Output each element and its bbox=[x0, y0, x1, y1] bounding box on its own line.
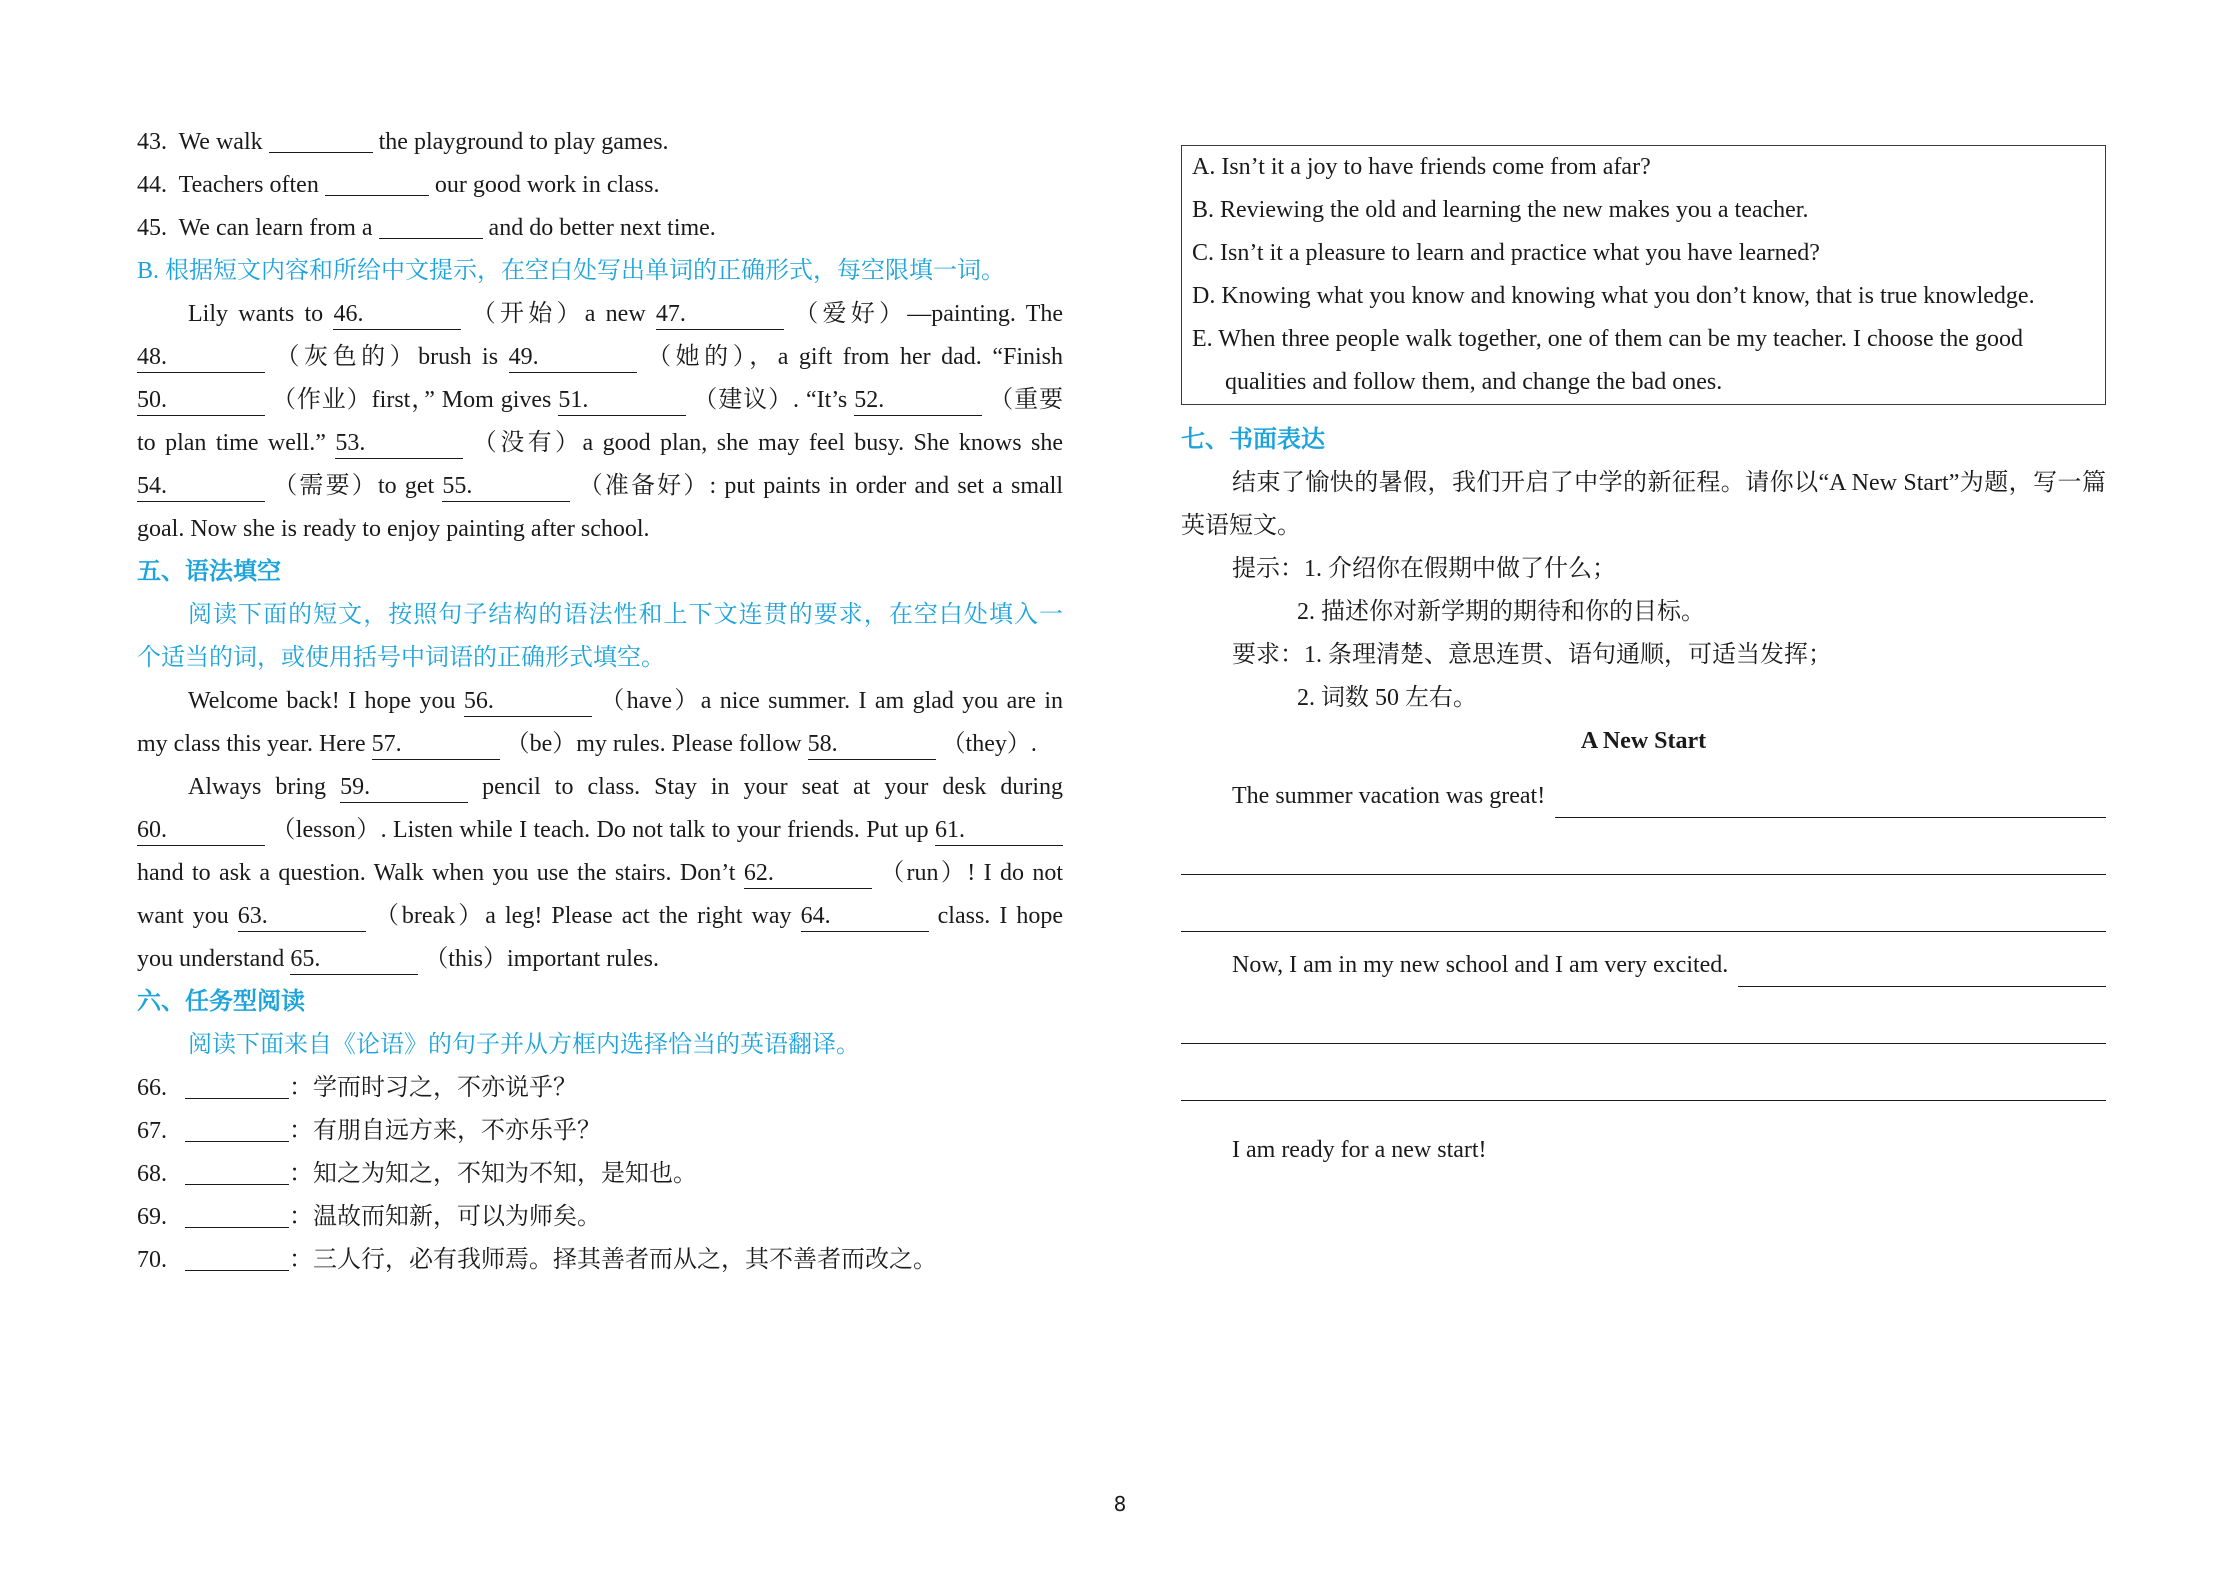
passage-b-line-3: 50. （作业）first，” Mom gives 51. （建议）. “It’s 52. （重要 bbox=[137, 379, 1063, 422]
passage-b-line-6: goal. Now she is ready to enjoy painting after school. bbox=[137, 516, 650, 542]
question-44: 44. Teachers often our good work in class. bbox=[137, 164, 1063, 207]
answer-blank-68[interactable] bbox=[185, 1158, 289, 1185]
answer-blank-56[interactable]: 56. bbox=[464, 686, 592, 717]
task-68: 68. ：知之为知之，不知为不知，是知也。 bbox=[137, 1153, 1063, 1196]
writing-line-6[interactable] bbox=[1181, 1044, 2106, 1101]
answer-blank-60[interactable]: 60. bbox=[137, 815, 265, 846]
passage-5-line-1: Welcome back! I hope you 56. （have）a nice summer. I am glad you are in bbox=[137, 680, 1063, 723]
answer-blank-52[interactable]: 52. bbox=[854, 385, 982, 416]
answer-blank-54[interactable]: 54. bbox=[137, 471, 265, 502]
answer-blank-69[interactable] bbox=[185, 1201, 289, 1228]
passage-b-line-5: 54. （需要）to get 55. （准备好）: put paints in order and set a small bbox=[137, 465, 1063, 508]
option-a: A. Isn’t it a joy to have friends come from afar? bbox=[1192, 154, 1651, 180]
section-6-instruction: 阅读下面来自《论语》的句子并从方框内选择恰当的英语翻译。 bbox=[188, 1032, 860, 1058]
options-box bbox=[1181, 145, 2106, 405]
passage-5-line-6: want you 63. （break）a leg! Please act the right way 64. class. I hope bbox=[137, 895, 1063, 938]
answer-blank-70[interactable] bbox=[185, 1244, 289, 1271]
essay-title: A New Start bbox=[1580, 728, 1707, 754]
answer-blank-57[interactable]: 57. bbox=[372, 729, 500, 760]
answer-blank-66[interactable] bbox=[185, 1072, 289, 1099]
essay-sentence-1: The summer vacation was great! bbox=[1181, 775, 2106, 818]
passage-b-line-1: Lily wants to 46. （开始）a new 47. （爱好）—painting. The bbox=[137, 293, 1063, 336]
essay-sentence-2: Now, I am in my new school and I am very excited. bbox=[1181, 944, 2106, 987]
section-5-instruction-2: 个适当的词，或使用括号中词语的正确形式填空。 bbox=[137, 645, 665, 671]
section-5-title: 五、语法填空 bbox=[137, 559, 281, 585]
option-c: C. Isn’t it a pleasure to learn and practice what you have learned? bbox=[1192, 240, 1820, 266]
writing-line-3[interactable] bbox=[1181, 875, 2106, 932]
answer-blank-49[interactable]: 49. bbox=[509, 342, 637, 373]
answer-blank-64[interactable]: 64. bbox=[801, 901, 929, 932]
answer-blank-58[interactable]: 58. bbox=[808, 729, 936, 760]
passage-b-line-2: 48. （灰色的）brush is 49. （她的），a gift from her dad. “Finish bbox=[137, 336, 1063, 379]
passage-5-line-2: my class this year. Here 57. （be）my rules. Please follow 58. （they）. bbox=[137, 723, 1063, 766]
passage-5-line-5: hand to ask a question. Walk when you use the stairs. Don’t 62. （run）! I do not bbox=[137, 852, 1063, 895]
answer-blank-67[interactable] bbox=[185, 1115, 289, 1142]
option-e-continued: qualities and follow them, and change the bad ones. bbox=[1225, 369, 1723, 395]
answer-blank-45[interactable] bbox=[379, 212, 483, 239]
answer-blank-61[interactable]: 61. bbox=[935, 815, 1063, 846]
task-69: 69. ：温故而知新，可以为师矣。 bbox=[137, 1196, 1063, 1239]
section-7-prompt-1: 结束了愉快的暑假，我们开启了中学的新征程。请你以“A New Start”为题，写一篇 bbox=[1232, 470, 2106, 496]
writing-line-4[interactable] bbox=[1738, 956, 2106, 987]
task-67: 67. ：有朋自远方来，不亦乐乎？ bbox=[137, 1110, 1063, 1153]
section-7-hint-1: 提示：1. 介绍你在假期中做了什么； bbox=[1232, 556, 1616, 582]
option-d: D. Knowing what you know and knowing what you don’t know, that is true knowledge. bbox=[1192, 283, 2035, 309]
section-b-instruction: B. 根据短文内容和所给中文提示，在空白处写出单词的正确形式，每空限填一词。 bbox=[137, 258, 1006, 284]
answer-blank-48[interactable]: 48. bbox=[137, 342, 265, 373]
section-7-prompt-2: 英语短文。 bbox=[1181, 513, 1301, 539]
answer-blank-65[interactable]: 65. bbox=[290, 944, 418, 975]
answer-blank-62[interactable]: 62. bbox=[744, 858, 872, 889]
answer-blank-59[interactable]: 59. bbox=[340, 772, 468, 803]
answer-blank-50[interactable]: 50. bbox=[137, 385, 265, 416]
right-column bbox=[1181, 145, 2106, 1172]
answer-blank-43[interactable] bbox=[269, 126, 373, 153]
answer-blank-46[interactable]: 46. bbox=[333, 299, 461, 330]
writing-line-1[interactable] bbox=[1555, 787, 2106, 818]
option-b: B. Reviewing the old and learning the new makes you a teacher. bbox=[1192, 197, 1809, 223]
passage-5-line-7: you understand 65. （this）important rules. bbox=[137, 938, 1063, 981]
page-number: 8 bbox=[1113, 1492, 1127, 1516]
section-7-title: 七、书面表达 bbox=[1181, 427, 1325, 453]
writing-line-2[interactable] bbox=[1181, 818, 2106, 875]
answer-blank-53[interactable]: 53. bbox=[335, 428, 463, 459]
option-e: E. When three people walk together, one of them can be my teacher. I choose the good bbox=[1192, 326, 2023, 352]
answer-blank-55[interactable]: 55. bbox=[442, 471, 570, 502]
answer-blank-44[interactable] bbox=[325, 169, 429, 196]
section-7-requirement-2: 2. 词数 50 左右。 bbox=[1297, 685, 1477, 711]
section-6-title: 六、任务型阅读 bbox=[137, 989, 305, 1015]
task-66: 66. ：学而时习之，不亦说乎？ bbox=[137, 1067, 1063, 1110]
passage-5-line-3: Always bring 59. pencil to class. Stay in your seat at your desk during bbox=[137, 766, 1063, 809]
section-7-requirement-1: 要求：1. 条理清楚、意思连贯、语句通顺，可适当发挥； bbox=[1232, 642, 1832, 668]
question-45: 45. We can learn from a and do better next time. bbox=[137, 207, 1063, 250]
answer-blank-47[interactable]: 47. bbox=[656, 299, 784, 330]
essay-sentence-3: I am ready for a new start! bbox=[1232, 1137, 1487, 1163]
section-5-instruction-1: 阅读下面的短文，按照句子结构的语法性和上下文连贯的要求，在空白处填入一 bbox=[188, 602, 1063, 628]
left-column bbox=[137, 121, 1063, 1282]
answer-blank-51[interactable]: 51. bbox=[558, 385, 686, 416]
task-70: 70. ：三人行，必有我师焉。择其善者而从之，其不善者而改之。 bbox=[137, 1239, 1063, 1282]
section-7-hint-2: 2. 描述你对新学期的期待和你的目标。 bbox=[1297, 599, 1705, 625]
question-43: 43. We walk the playground to play games. bbox=[137, 121, 1063, 164]
writing-line-5[interactable] bbox=[1181, 987, 2106, 1044]
passage-b-line-4: to plan time well.” 53. （没有）a good plan, she may feel busy. She knows she bbox=[137, 422, 1063, 465]
answer-blank-63[interactable]: 63. bbox=[238, 901, 366, 932]
passage-5-line-4: 60. （lesson）. Listen while I teach. Do not talk to your friends. Put up 61. bbox=[137, 809, 1063, 852]
